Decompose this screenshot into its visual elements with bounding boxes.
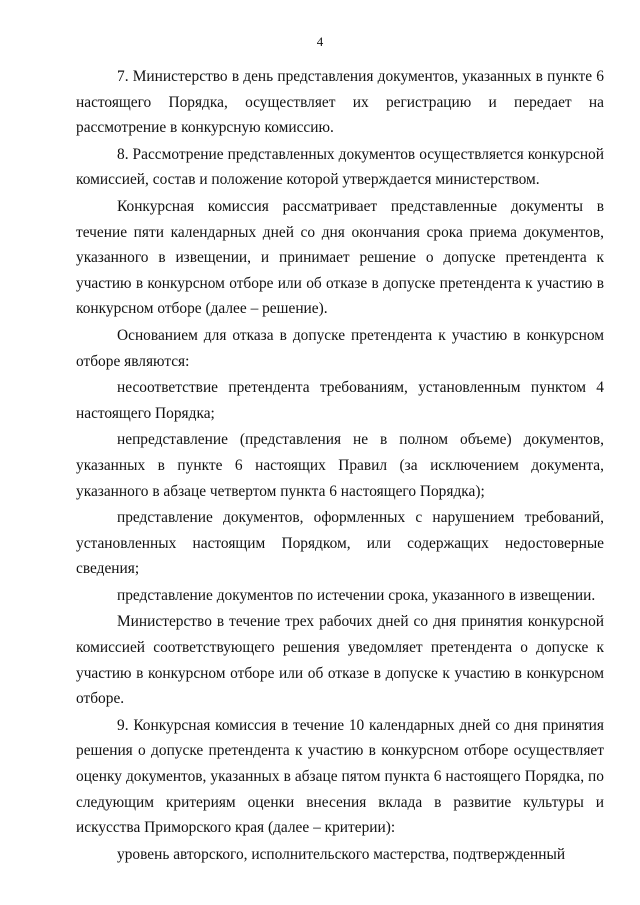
paragraph-7-registration: 7. Министерство в день представления документов, указанных в пункте 6 настоящего Порядка, осуществляет их регистрацию и передает на рассмотрение в конкурсную комиссию. xyxy=(76,68,604,137)
paragraph-ministry-notification: Министерство в течение трех рабочих дней со дня принятия конкурсной комиссией соответствующего решения уведомляет претендента о допуске к участию в конкурсном отборе или об отказе в допуске к участию в конкурсном отборе. xyxy=(76,613,604,708)
paragraph-refusal-grounds: Основанием для отказа в допуске претендента к участию в конкурсном отборе являются: xyxy=(76,326,604,370)
paragraph-ground-incomplete-documents: непредставление (представления не в полном объеме) документов, указанных в пункте 6 настоящих Правил (за исключением документа, указанного в абзаце четвертом пункта 6 настоящего Порядка); xyxy=(76,431,604,500)
paragraph-ground-late-submission: представление документов по истечении срока, указанного в извещении. xyxy=(117,586,596,604)
paragraph-9-evaluation: 9. Конкурсная комиссия в течение 10 календарных дней со дня принятия решения о допуске претендента к участию в конкурсном отборе осуществляет оценку документов, указанных в абзаце пятом пункта 6 настоящего Порядка, по следующим критериям оценки внесения вклада в развитие культуры и искусства Приморского края (далее – критерии): xyxy=(76,716,604,837)
document-body xyxy=(76,64,604,867)
paragraph-ground-invalid-documents: представление документов, оформленных с нарушением требований, установленных настоящим Порядком, или содержащих недостоверные сведения; xyxy=(76,509,604,578)
paragraph-commission-decision: Конкурсная комиссия рассматривает представленные документы в течение пяти календарных дней со дня окончания срока приема документов, указанного в извещении, и принимает решение о допуске претендента к участию в конкурсном отборе или об отказе в допуске претендента к участию в конкурсном отборе (далее – решение). xyxy=(76,197,604,318)
paragraph-ground-noncompliance: несоответствие претендента требованиям, установленным пунктом 4 настоящего Порядка; xyxy=(76,379,604,422)
paragraph-criterion-mastery: уровень авторского, исполнительского мастерства, подтвержденный xyxy=(117,845,566,863)
page-number: 4 xyxy=(316,34,324,49)
paragraph-8-review: 8. Рассмотрение представленных документов осуществляется конкурсной комиссией, состав и положение которой утверждается министерством. xyxy=(76,145,604,189)
